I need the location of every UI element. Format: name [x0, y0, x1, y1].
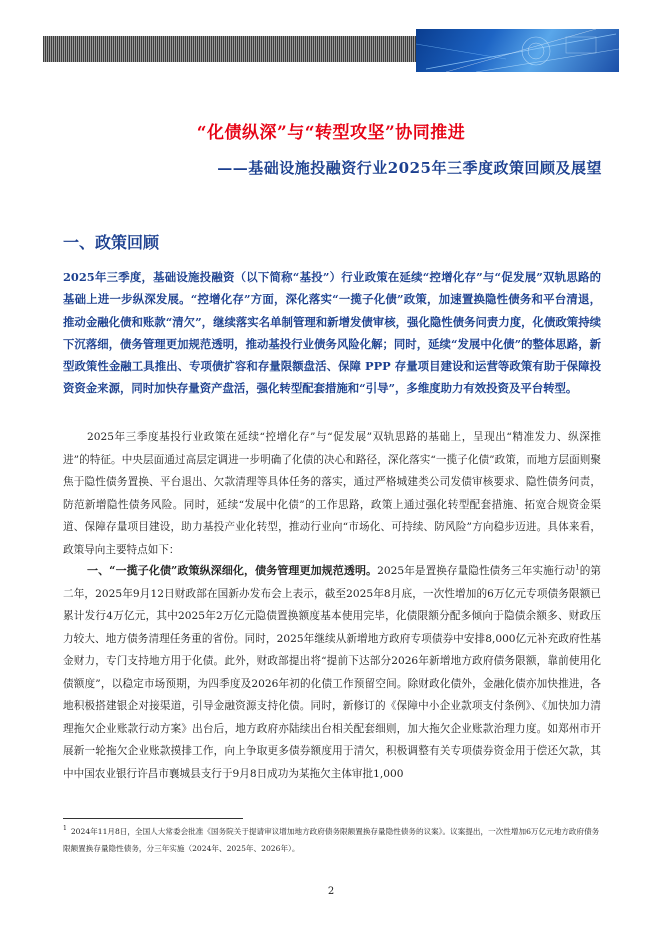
footnote — [63, 823, 603, 857]
section-heading: 一、政策回顾 — [63, 233, 160, 252]
body-paragraph: 2025年三季度基投行业政策在延续“控增化存”与“促发展”双轨思路的基础上，呈现出“精准发力、纵深推进”的特征。中央层面通过高层定调进一步明确了化债的决心和路径，深化落实“一揽子化债”政策，而地方层面则聚焦于隐性债务置换、平台退出、欠款清理等具体任务的落实，通过严格城建类公司发债审核要求、隐性债务问责，防范新增隐性债务风险。同时，延续“发展中化债”的工作思路，政策上通过强化转型配套措施、拓宽合规资金渠道、保障存量项目建设，助力基投产业化转型，推动行业向“市场化、可持续、防风险”方向稳步迈进。具体来看，政策导向主要特点如下： — [63, 431, 601, 556]
footnote-number: 1 — [63, 825, 67, 833]
body-paragraph-debt-policy — [63, 560, 601, 785]
paragraph-lead: 一、“一揽子化债”政策纵深细化，债务管理更加规范透明。 — [87, 564, 378, 577]
document-title: “化债纵深”与“转型攻坚”协同推进 — [196, 123, 466, 143]
paragraph-text: 2025年是置换存量隐性债务三年实施行动 — [377, 565, 576, 577]
paragraph-text-continued: 的第二年，2025年9月12日财政部在国新办发布会上表示，截至2025年8月底，一次性增加的6万亿元专项债务限额已累计发行4万亿元，其中2025年2万亿元隐债置换额度基本使用完毕，化债限额分配多倾向于隐债余额多、财政压力较大、地方债务清理任务重的省份。同时，2025年继续从新增地方政府专项债券中安排8,000亿元补充政府性基金财力，专门支持地方用于化债。此外，财政部提出将“提前下达部分2026年新增地方政府债务限额，靠前使用化债额度”，以稳定市场预期，为四季度及2026年初的化债工作预留空间。除财政化债外，金融化债亦加快推进，各地积极搭建银企对接渠道，引导金融资源支持化债。同时，新修订的《保障中小企业款项支付条例》、《加快加力清理拖欠企业账款行动方案》出台后，地方政府亦陆续出台相关配套细则，加大拖欠企业账款治理力度。如郑州市开展新一轮拖欠企业账款摸排工作，向上争取更多债券额度用于清欠，积极调整有关专项债券资金用于偿还欠款，其中中国农业银行许昌市襄城县支行于9月8日成功为某拖欠主体审批1,000 — [63, 565, 602, 780]
header-graphic-icon — [416, 29, 619, 72]
document-subtitle: ——基础设施投融资行业2025年三季度政策回顾及展望 — [217, 159, 602, 177]
summary-paragraph: 2025年三季度，基础设施投融资（以下简称“基投”）行业政策在延续“控增化存”与“促发展”双轨思路的基础上进一步纵深发展。“控增化存”方面，深化落实“一揽子化债”政策，加速置换隐性债务和平台清退，推动金融化债和账款“清欠”，继续落实名单制管理和新增发债审核，强化隐性债务问责力度，化债政策持续下沉落细，债务管理更加规范透明，推动基投行业债务风险化解；同时，延续“发展中化债”的整体思路，新型政策性金融工具推出、专项债扩容和存量限额盘活、保障 PPP 存量项目建设和运营等政策有助于保障投资资金来源，同时加快存量资产盘活，强化转型配套措施和“引导”，多维度助力有效投资及平台转型。 — [63, 270, 601, 396]
footnote-divider — [63, 818, 243, 819]
header-tech-image — [416, 29, 619, 72]
footnote-reference[interactable]: 1 — [575, 563, 580, 572]
page-number: 2 — [327, 886, 335, 897]
footnote-text: 2024年11月8日，全国人大常委会批准《国务院关于提请审议增加地方政府债务限额置换存量隐性债务的议案》。议案提出，一次性增加6万亿元地方政府债务限额置换存量隐性债务，分三年实施（2024年、2025年、2026年）。 — [63, 827, 600, 853]
